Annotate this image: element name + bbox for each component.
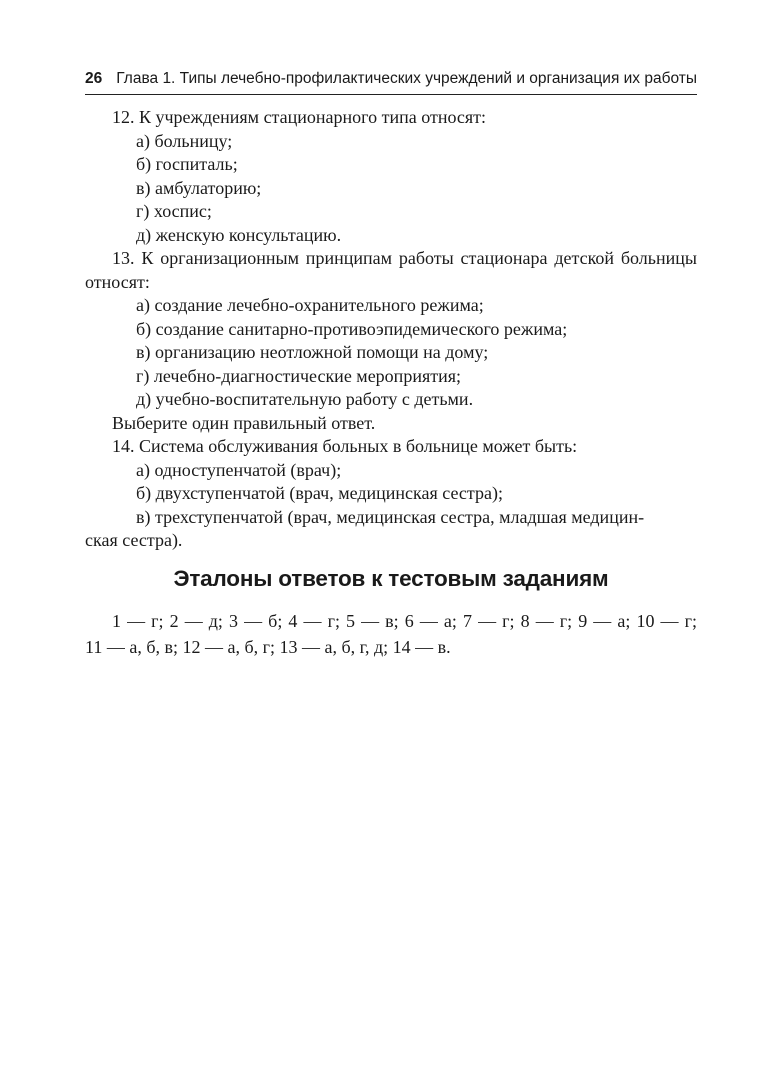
- question-12-option: г) хоспис;: [136, 201, 212, 221]
- question-14-option: а) одноступенчатой (врач);: [136, 459, 342, 480]
- answer-key-line: 11 — а, б, в; 12 — а, б, г; 13 — а, б, г, д; 14 — в.: [85, 637, 451, 657]
- question-14-option-continuation: ская сестра).: [85, 530, 183, 550]
- question-13-option: а) создание лечебно-охранительного режима;: [136, 295, 484, 315]
- instruction: Выберите один правильный ответ.: [112, 412, 376, 433]
- question-12-option: в) амбулаторию;: [136, 177, 262, 198]
- question-13-option: г) лечебно-диагностические мероприятия;: [136, 365, 462, 386]
- page-number: 26: [85, 70, 103, 87]
- answers-section-title: Эталоны ответов к тестовым заданиям: [173, 566, 609, 591]
- question-13-stem: 13. К организационным принципам работы стационара детской больницы относят:: [85, 248, 697, 292]
- question-12-option: а) больницу;: [136, 130, 233, 151]
- running-title: Глава 1. Типы лечебно-профилактических учреждений и организация их работы: [116, 70, 697, 87]
- question-13-option: д) учебно-воспитательную работу с детьми.: [136, 389, 474, 409]
- question-12-option: д) женскую консультацию.: [136, 224, 342, 245]
- question-12-stem: 12. К учреждениям стационарного типа относят:: [112, 107, 487, 127]
- answer-key-line: 1 — г; 2 — д; 3 — б; 4 — г; 5 — в; 6 — а; 7 — г; 8 — г; 9 — а; 10 — г;: [112, 611, 697, 631]
- test-questions: [85, 106, 697, 553]
- answer-key: [85, 608, 697, 660]
- question-13-option: в) организацию неотложной помощи на дому;: [136, 342, 489, 362]
- question-12-option: б) госпиталь;: [136, 154, 238, 174]
- page-header: [85, 66, 697, 95]
- question-14-option: б) двухступенчатой (врач, медицинская сестра);: [136, 483, 503, 503]
- question-13-option: б) создание санитарно-противоэпидемического режима;: [136, 318, 568, 339]
- question-14-option: в) трехступенчатой (врач, медицинская сестра, младшая медицин-: [136, 506, 645, 527]
- question-14-stem: 14. Система обслуживания больных в больнице может быть:: [112, 436, 578, 456]
